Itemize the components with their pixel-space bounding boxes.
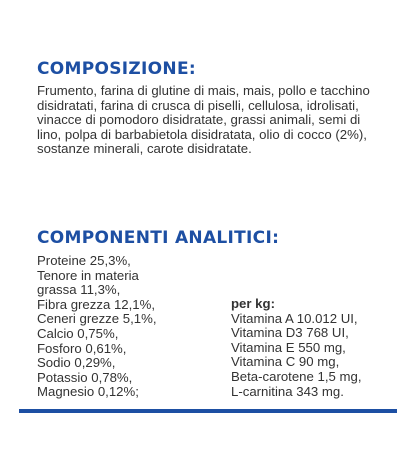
bottom-divider-bar <box>19 409 397 413</box>
vitamin-item: Vitamina E 550 mg, <box>231 339 346 355</box>
analytical-item: Fibra grezza 12,1%, <box>37 296 156 312</box>
per-kg-label: per kg: <box>231 296 275 311</box>
vitamin-item: Vitamina D3 768 UI, <box>231 325 349 341</box>
analytical-item: Sodio 0,29%, <box>37 355 116 371</box>
vitamin-list <box>231 312 361 400</box>
vitamin-item: Vitamina C 90 mg, <box>231 354 340 370</box>
composition-text: Frumento, farina di glutine di mais, mais, pollo e tacchino disidratati, farina di crusca di piselli, cellulosa, idrolisati, vinacce di pomodoro disidratate, grassi animali, semi di lino, polpa di barbabietola disidratata, olio di cocco (2%), sostanze minerali, carote disidratate. <box>37 83 370 157</box>
analytical-item: Calcio 0,75%, <box>37 325 119 341</box>
analytical-item: Proteine 25,3%, <box>37 253 131 268</box>
analytical-item: Fosforo 0,61%, <box>37 340 127 356</box>
analytical-components-list <box>37 254 156 400</box>
vitamin-item: Beta-carotene 1,5 mg, <box>231 368 362 384</box>
composizione-heading: COMPOSIZIONE: <box>37 59 196 79</box>
analytical-item: Magnesio 0,12%; <box>37 384 139 400</box>
analytical-item: Ceneri grezze 5,1%, <box>37 311 157 327</box>
analytical-item: Potassio 0,78%, <box>37 369 133 385</box>
componenti-analitici-heading: COMPONENTI ANALITICI: <box>37 228 280 248</box>
analytical-item: Tenore in materia <box>37 267 139 283</box>
vitamin-item: Vitamina A 10.012 UI, <box>231 310 358 326</box>
vitamin-block <box>231 297 361 399</box>
vitamin-item: L-carnitina 343 mg. <box>231 383 344 399</box>
analytical-item: grassa 11,3%, <box>37 282 121 298</box>
